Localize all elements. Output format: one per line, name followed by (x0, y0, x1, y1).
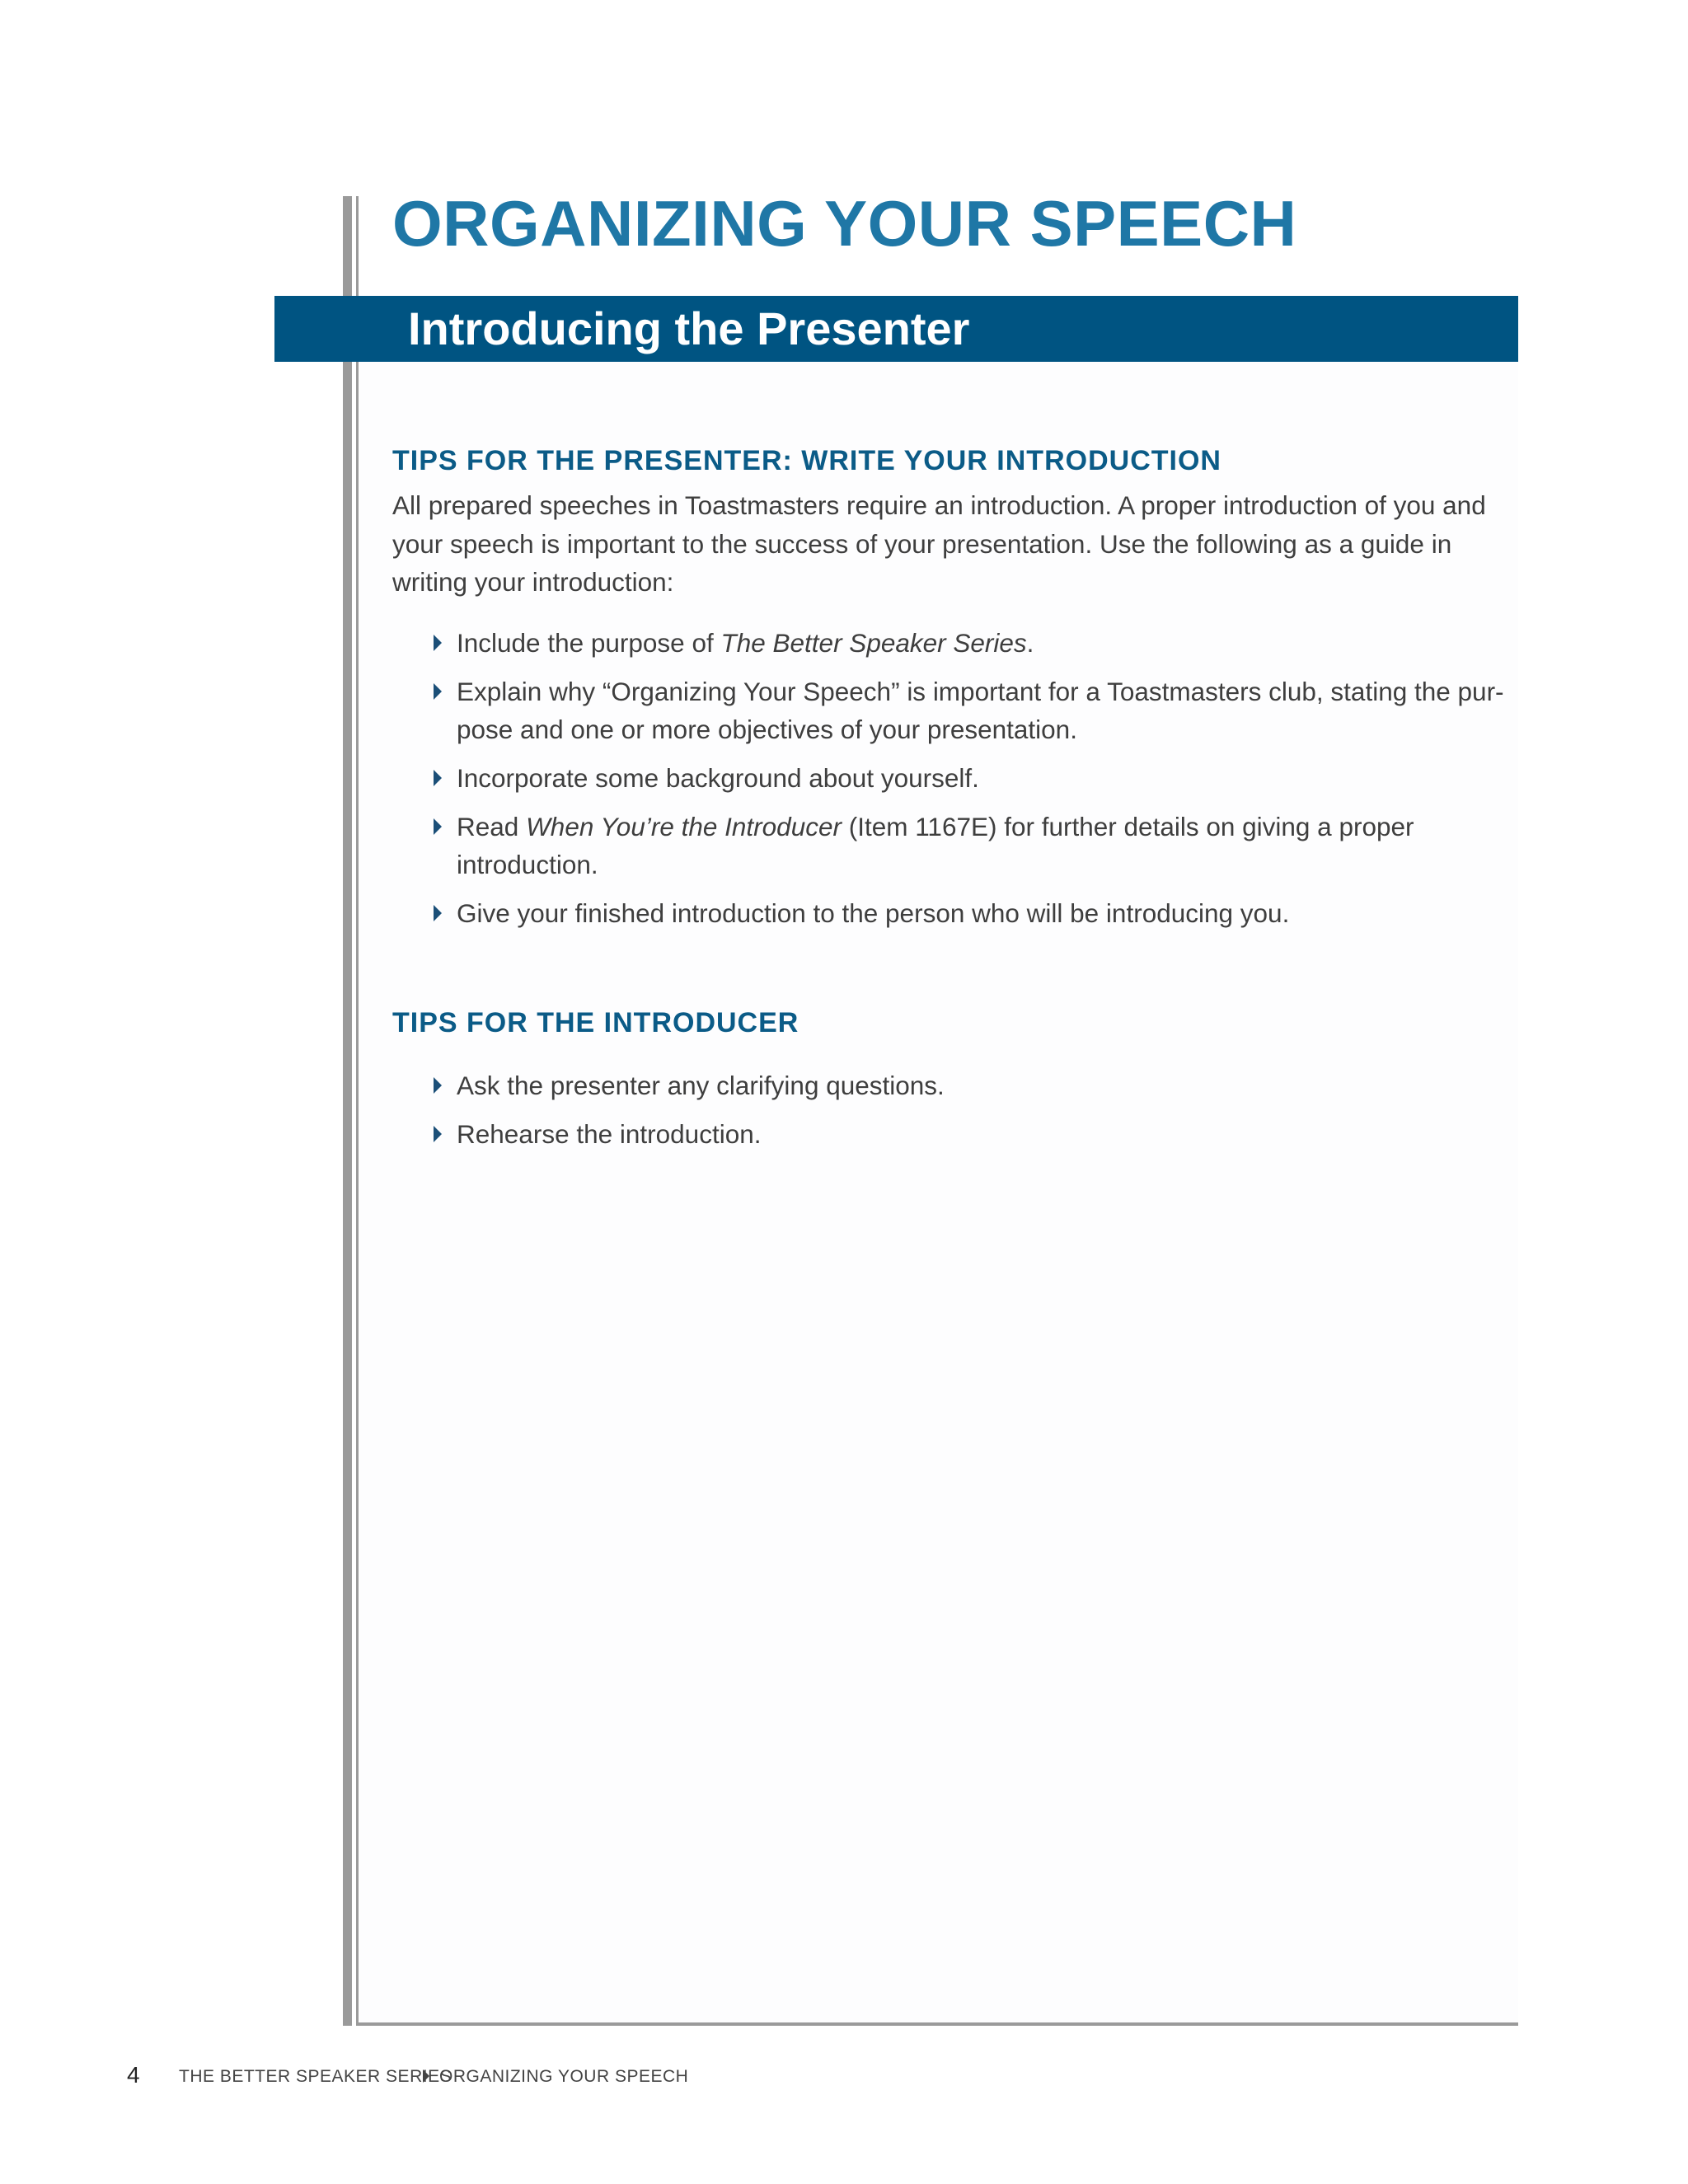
list-item-text: Rehearse the introduction. (457, 1119, 762, 1149)
frame-bar-bottom (356, 2022, 1518, 2026)
bullet-arrow-icon (434, 1077, 442, 1094)
list-item-text: Explain why “Organizing Your Speech” is important for a Toastmasters club, stating the pur-pose and one or more objectives of your presentation. (457, 677, 1504, 744)
list-item (392, 1115, 1518, 1153)
presenter-tips-list (392, 624, 1518, 943)
presenter-tips-intro: All prepared speeches in Toastmasters require an introduction. A proper introduction of you and your speech is important to the success of your presentation. Use the following as a guide in writing your introduction: (392, 490, 1486, 597)
list-item (392, 624, 1518, 662)
list-item-text: Read (457, 812, 527, 841)
page-title: ORGANIZING YOUR SPEECH (392, 187, 1297, 260)
list-item-text-end: . (1026, 628, 1034, 658)
bullet-arrow-icon (434, 905, 442, 921)
frame-bar-thick (343, 196, 352, 2026)
list-item-title-italic: The Better Speaker Series (720, 628, 1027, 658)
list-item-text: Include the purpose of (457, 628, 721, 658)
bullet-arrow-icon (434, 1126, 442, 1142)
page-number: 4 (127, 2062, 140, 2088)
list-item-text: Ask the presenter any clarifying questions. (457, 1071, 945, 1100)
list-item (392, 808, 1518, 883)
list-item-text: Incorporate some background about yourself. (457, 763, 979, 793)
list-item-title-italic: When You’re the Introducer (526, 812, 842, 841)
introducer-tips-list (392, 1066, 1518, 1164)
footer-series: THE BETTER SPEAKER SERIES (179, 2067, 452, 2086)
section-band (274, 296, 1518, 362)
list-item (392, 759, 1518, 797)
bullet-arrow-icon (434, 635, 442, 651)
list-item-text-end: (Item 1167E) for further details on giving a proper introduction. (457, 812, 1414, 879)
bullet-arrow-icon (434, 683, 442, 700)
list-item-text: Give your finished introduction to the person who will be introducing you. (457, 898, 1290, 928)
presenter-tips-heading: TIPS FOR THE PRESENTER: WRITE YOUR INTRODUCTION (392, 445, 1221, 476)
introducer-tips-heading: TIPS FOR THE INTRODUCER (392, 1007, 799, 1038)
frame-bar-thin (356, 196, 359, 2026)
bullet-arrow-icon (434, 770, 442, 786)
list-item (392, 673, 1518, 748)
bullet-arrow-icon (434, 818, 442, 835)
list-item (392, 1066, 1518, 1104)
list-item (392, 894, 1518, 932)
content-background (359, 363, 1518, 2022)
footer-section: ORGANIZING YOUR SPEECH (439, 2067, 689, 2086)
section-title: Introducing the Presenter (408, 302, 970, 354)
footer-arrow-icon (423, 2069, 429, 2083)
